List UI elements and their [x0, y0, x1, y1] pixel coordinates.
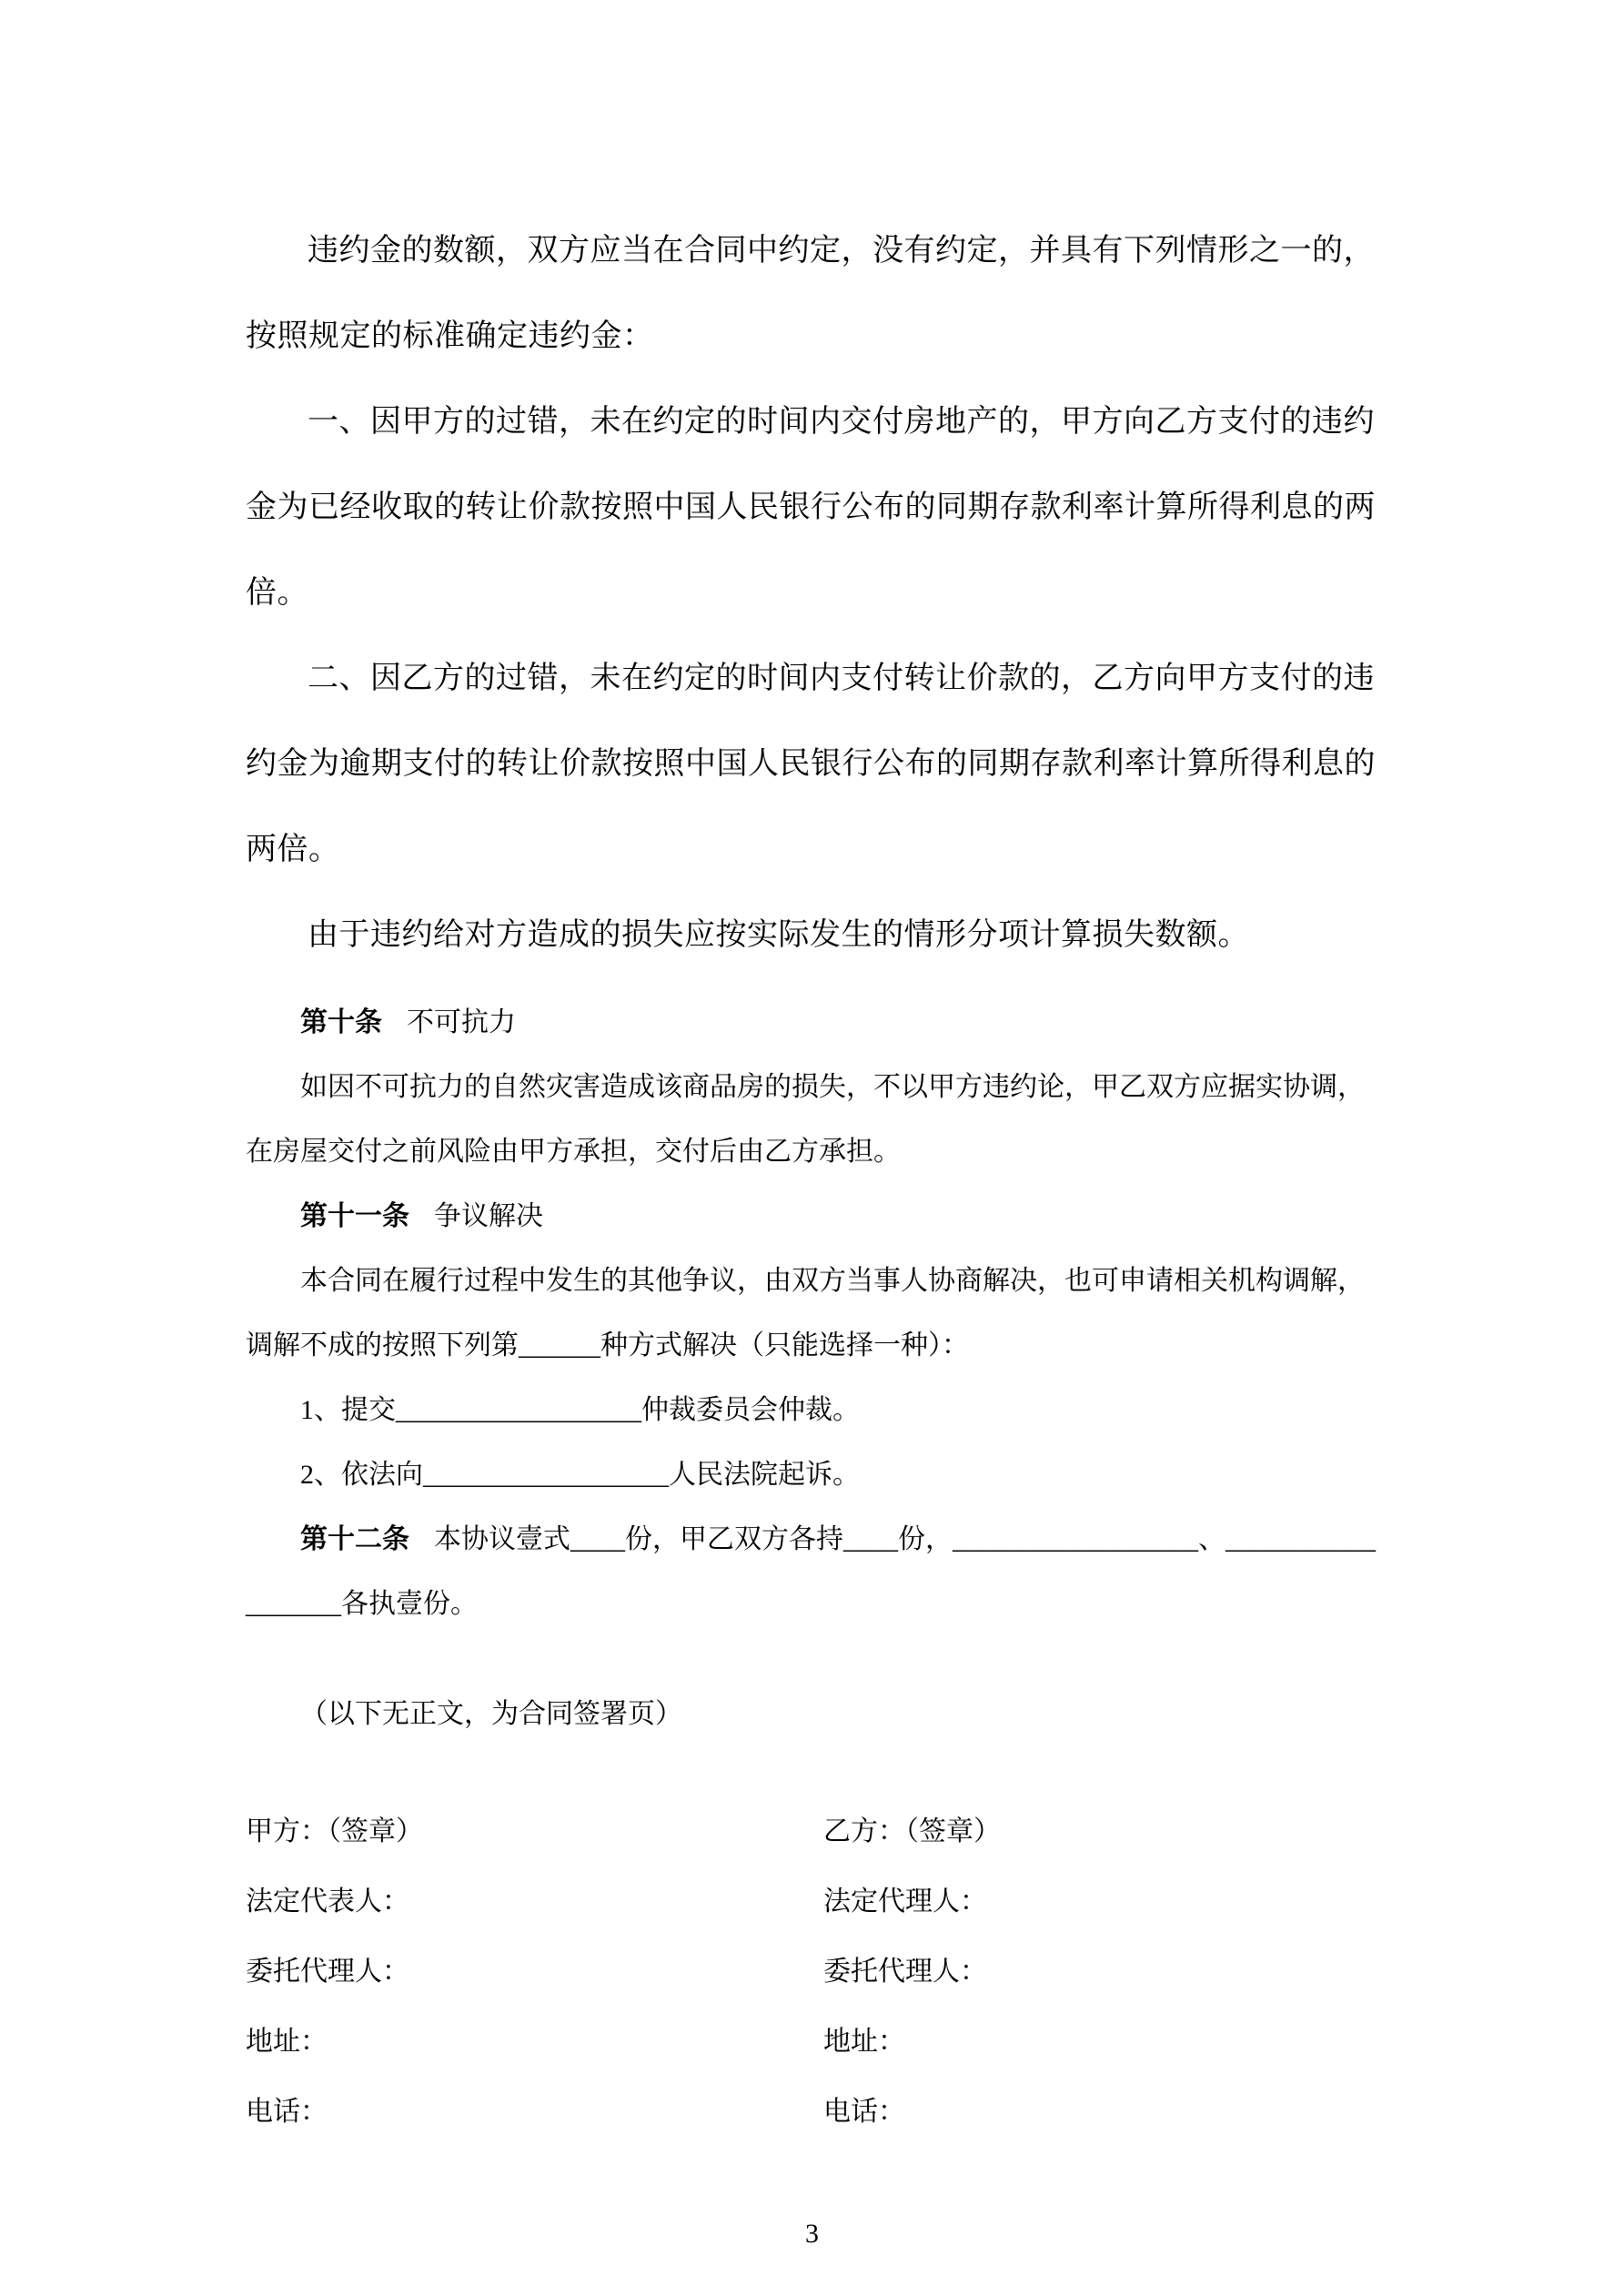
option-litigation: 2、依法向__________________人民法院起诉。: [300, 1460, 860, 1490]
closing-note-section: [246, 1682, 1378, 1746]
party-b-signature-block: [823, 1796, 1001, 2147]
article-12-paragraph: [246, 1507, 1378, 1636]
party-a-signature-block: [246, 1796, 823, 2147]
article-11-number: 第十一条: [300, 1201, 409, 1231]
article-10-title: 不可抗力: [407, 1007, 516, 1037]
article-11-body: 本合同在履行过程中发生的其他争议，由双方当事人协商解决，也可申请相关机构调解，调解不成的按照下列第______种方式解决（只能选择一种）：: [246, 1266, 1365, 1360]
article-11-heading: [246, 1184, 1378, 1249]
party-b-legal-agent: 法定代理人：: [823, 1886, 987, 1917]
party-a-entrusted-agent: 委托代理人：: [246, 1957, 409, 1987]
party-b-address: 地址：: [823, 2027, 905, 2057]
article-12-body: 本协议壹式____份，甲乙双方各持____份，__________________、__________________各执壹份。: [246, 1524, 1376, 1619]
signature-section: [246, 1796, 1378, 2147]
article-12-number: 第十二条: [300, 1524, 409, 1554]
article-10-heading: [246, 990, 1378, 1055]
articles-section: [246, 990, 1378, 1636]
page-number: 3: [805, 2219, 819, 2249]
party-b-phone: 电话：: [823, 2097, 905, 2127]
party-b-entrusted-agent: 委托代理人：: [823, 1957, 987, 1987]
closing-note: （以下无正文，为合同签署页）: [300, 1699, 682, 1729]
paragraph-loss-calculation: 由于违约给对方造成的损失应按实际发生的情形分项计算损失数额。: [308, 917, 1249, 952]
party-b-seal-line: 乙方：（签章）: [823, 1816, 1001, 1846]
paragraph-penalty-intro: 违约金的数额，双方应当在合同中约定，没有约定，并具有下列情形之一的，按照规定的标准确定违约金：: [246, 233, 1375, 353]
article-10-number: 第十条: [300, 1007, 382, 1037]
article-11-title: 争议解决: [434, 1201, 543, 1231]
party-a-phone: 电话：: [246, 2097, 328, 2127]
option-arbitration: 1、提交__________________仲裁委员会仲裁。: [300, 1395, 860, 1425]
paragraph-penalty-party-a: 一、因甲方的过错，未在约定的时间内交付房地产的，甲方向乙方支付的违约金为已经收取的转让价款按照中国人民银行公布的同期存款利率计算所得利息的两倍。: [246, 404, 1376, 610]
paragraph-penalty-party-b: 二、因乙方的过错，未在约定的时间内支付转让价款的，乙方向甲方支付的违约金为逾期支付的转让价款按照中国人民银行公布的同期存款利率计算所得利息的两倍。: [246, 661, 1376, 866]
penalty-clauses-section: [246, 207, 1378, 977]
party-a-address: 地址：: [246, 2027, 328, 2057]
article-10-body: 如因不可抗力的自然灾害造成该商品房的损失，不以甲方违约论，甲乙双方应据实协调，在房屋交付之前风险由甲方承担，交付后由乙方承担。: [246, 1072, 1365, 1167]
party-a-legal-representative: 法定代表人：: [246, 1886, 409, 1917]
party-a-seal-line: 甲方：（签章）: [246, 1816, 423, 1846]
